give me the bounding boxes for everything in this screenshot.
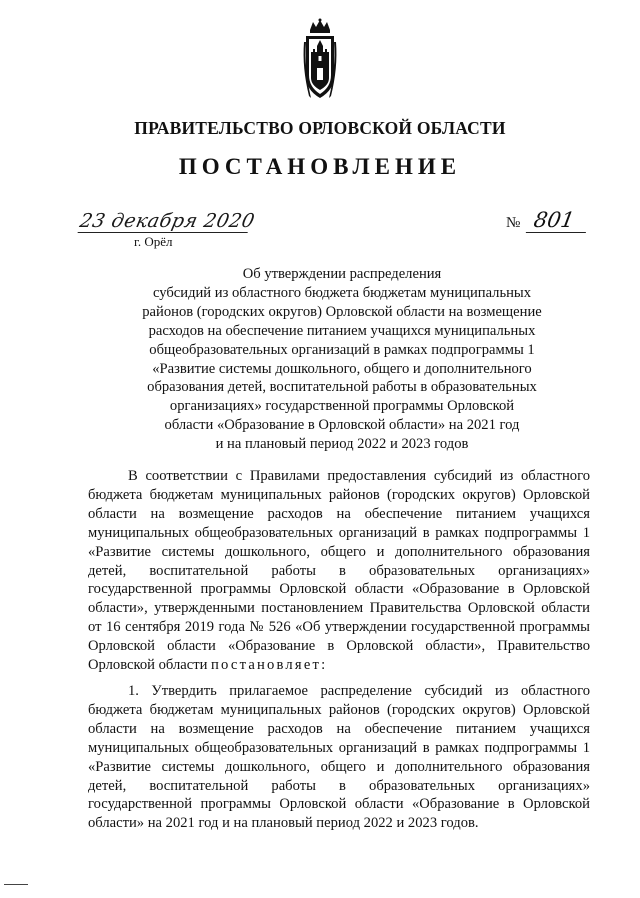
paragraph-line: области на возмещение расходов на обеспечение питанием учащихся [88,505,590,522]
paragraph-line: В соответствии с Правилами предоставления субсидий из областного [128,468,590,484]
paragraph-line: бюджета бюджетам муниципальных районов (городских округов) Орловской [88,486,590,503]
paragraph-line: от 16 сентября 2019 года № 526 «Об утверждении государственной программы [88,619,590,636]
heading-line: Об утверждении распределения [242,266,442,282]
paragraph-line: государственной программы Орловской области «Образование в Орловской [88,796,590,813]
item-1-paragraph [88,682,590,833]
document-heading [112,265,572,454]
heading-line: образования детей, воспитательной работы в образовательных [147,379,537,396]
city-label: г. Орёл [134,234,173,249]
paragraph-line: муниципальных общеобразовательных организаций в рамках подпрограммы 1 [88,739,590,756]
paragraph-line: области», утвержденными постановлением Правительства Орловской области [88,600,590,617]
heading-line: субсидий из областного бюджета бюджетам муниципальных [152,284,532,301]
paragraph-line: области» на 2021 год и на плановый период 2022 и 2023 годов. [88,815,479,832]
preamble-paragraph [88,467,590,675]
heading-line: области «Образование в Орловской области» на 2021 год [164,417,520,434]
government-title: ПРАВИТЕЛЬСТВО ОРЛОВСКОЙ ОБЛАСТИ [134,118,506,138]
heading-line: и на плановый период 2022 и 2023 годов [215,436,469,453]
document-number [506,208,590,232]
paragraph-line: бюджета бюджетам муниципальных районов (городских округов) Орловской [88,701,590,718]
document-type-title: ПОСТАНОВЛЕНИЕ [178,154,462,179]
paragraph-line: области на возмещение расходов на обеспечение питанием учащихся [88,720,590,737]
paragraph-line: Орловской области «Образование в Орловской области», Правительство [88,638,590,655]
heading-line: расходов на обеспечение питанием учащихся муниципальных [148,322,536,339]
coat-of-arms-icon [301,18,339,106]
paragraph-line: «Развитие системы дошкольного, общего и дополнительного образования [88,543,590,560]
paragraph-line: «Развитие системы дошкольного, общего и дополнительного образования [88,758,590,775]
handwritten-number: 801 [526,208,590,233]
paragraph-line: детей, воспитательной работы в образовательных организациях» [88,562,590,579]
paragraph-line-last [88,656,590,675]
heading-line: районов (городских округов) Орловской области на возмещение [142,303,542,320]
paragraph-line: государственной программы Орловской области «Образование в Орловской [88,581,590,598]
heading-line: «Развитие системы дошкольного, общего и дополнительного [152,360,532,377]
heading-line: общеобразовательных организаций в рамках подпрограммы 1 [149,341,535,358]
decree-keyword: постановляет: [211,657,328,674]
paragraph-line: детей, воспитательной работы в образовательных организациях» [88,777,590,794]
number-sign: № [506,215,521,231]
heading-line: организациях» государственной программы Орловской [169,398,515,415]
paragraph-text: Орловской области [88,657,212,674]
handwritten-date: 23 декабря 2020 [77,210,257,232]
margin-mark [4,884,28,885]
paragraph-line: 1. Утвердить прилагаемое распределение субсидий из областного [128,683,590,699]
paragraph-line: муниципальных общеобразовательных организаций в рамках подпрограммы 1 [88,524,590,541]
